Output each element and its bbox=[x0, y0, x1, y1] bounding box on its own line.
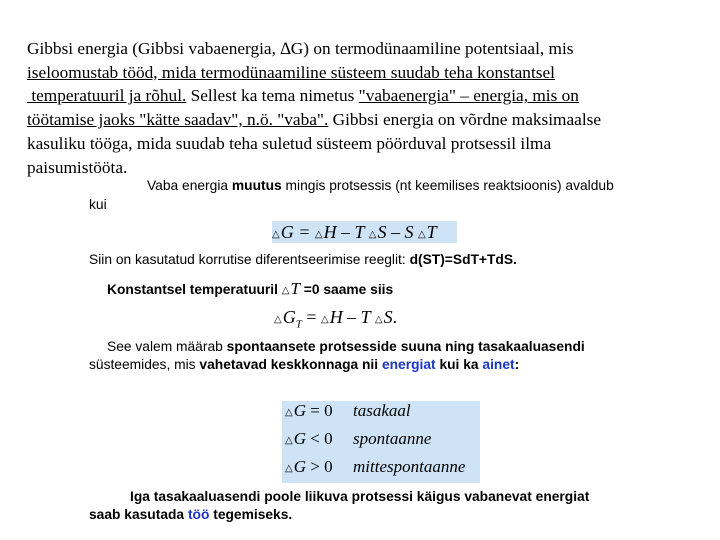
equation-delta-g: △G = △H – T △S – S △T bbox=[272, 221, 457, 243]
intro-line-5: kasuliku tööga, mida suudab teha suletud süsteem pöörduval protsessil ilma bbox=[27, 133, 552, 153]
intro-line-3: temperatuuril ja rõhul. Sellest ka tema nimetus "vabaenergia" – energia, mis on bbox=[27, 86, 579, 106]
condition-equilibrium: △G = 0 tasakaal bbox=[285, 401, 411, 420]
intro-line-1: Gibbsi energia (Gibbsi vabaenergia, ∆G) on termodünaamiline potentsiaal, mis bbox=[27, 39, 574, 58]
intro-line-2: iseloomustab tööd, mida termodünaamiline süsteem suudab teha konstantsel bbox=[27, 62, 555, 82]
final-statement-line-2: saab kasutada töö tegemiseks. bbox=[89, 507, 293, 522]
diff-rule-text: Siin on kasutatud korrutise diferentseerimise reeglit: d(ST)=SdT+TdS. bbox=[89, 252, 517, 267]
slide-intro-kui: kui bbox=[89, 197, 107, 212]
final-statement-line-1: Iga tasakaaluasendi poole liikuva protsessi käigus vabanevat energiat bbox=[130, 489, 590, 504]
const-temp-text: Konstantsel temperatuuril △T =0 saame siis bbox=[107, 279, 394, 298]
spontaneity-para-line-1: See valem määrab spontaansete protsesside suuna ning tasakaaluasendi bbox=[107, 339, 585, 354]
intro-paragraph bbox=[27, 37, 697, 179]
spontaneity-para-line-2: süsteemides, mis vahetavad keskkonnaga nii energiat kui ka ainet: bbox=[89, 357, 520, 372]
condition-spontaneous: △G < 0 spontaanne bbox=[285, 429, 432, 448]
equation-delta-g-t: $\triangle G_T$ = △H – T △S. bbox=[274, 307, 398, 331]
slide-intro-text: Vaba energia muutus mingis protsessis (nt keemilises reaktsioonis) avaldub bbox=[147, 178, 614, 193]
intro-line-4: töötamise jaoks "kätte saadav", n.ö. "vaba". Gibbsi energia on võrdne maksimaalse bbox=[27, 110, 602, 130]
spontaneity-conditions-table bbox=[282, 401, 480, 483]
condition-nonspontaneous: △G > 0 mittespontaanne bbox=[285, 457, 466, 476]
intro-line-6: paisumistööta. bbox=[27, 157, 128, 177]
